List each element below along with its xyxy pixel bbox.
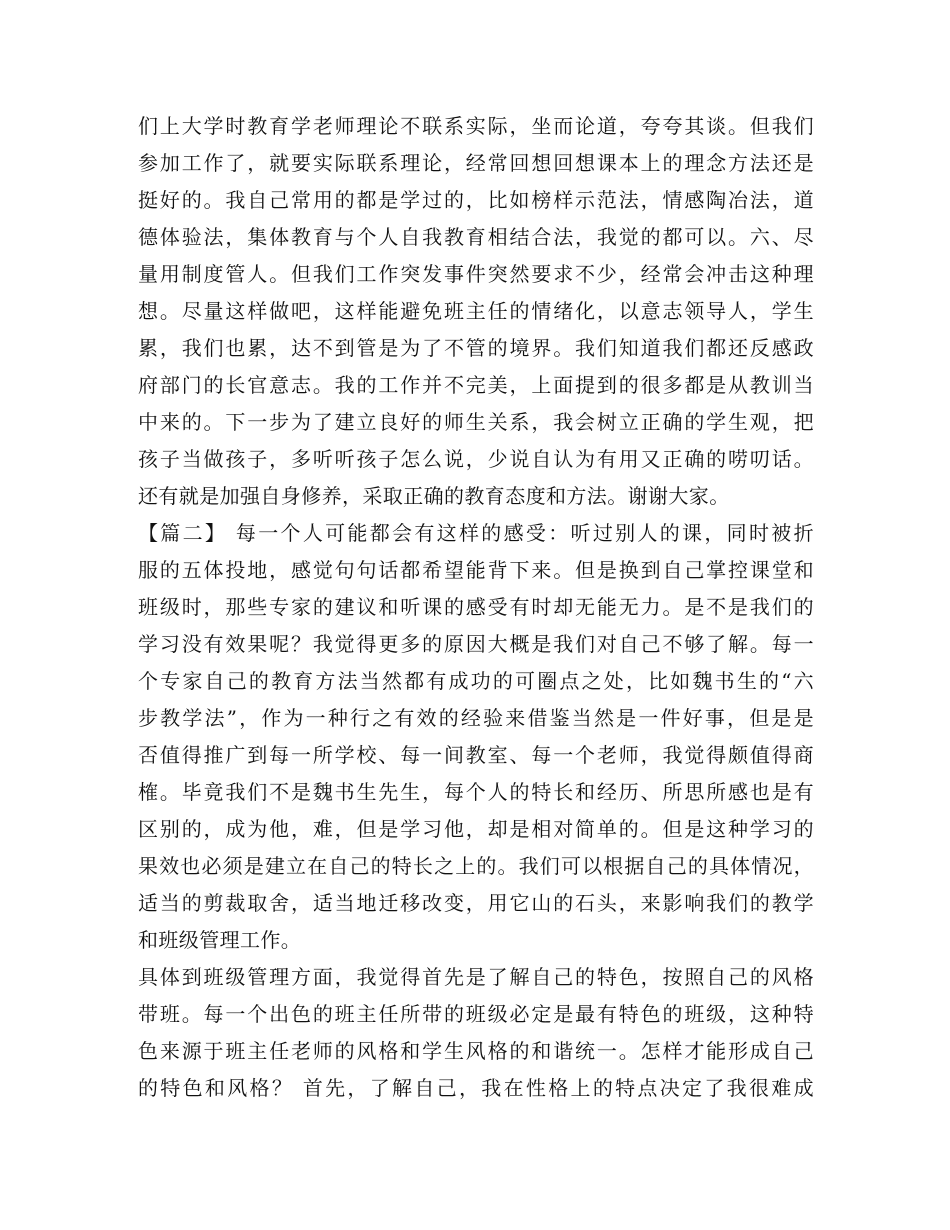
text-line: 孩子当做孩子，多听听孩子怎么说，少说自认为有用又正确的唠叨话。 <box>138 447 814 471</box>
text-line: 的特色和风格？ 首先，了解自己，我在性格上的特点决定了我很难成 <box>138 1076 814 1100</box>
text-line: 德体验法，集体教育与个人自我教育相结合法，我觉的都可以。六、尽 <box>138 225 814 249</box>
text-line: 参加工作了，就要实际联系理论，经常回想回想课本上的理念方法还是 <box>138 151 814 175</box>
text-line: 服的五体投地，感觉句句话都希望能背下来。但是换到自己掌控课堂和 <box>138 558 814 582</box>
text-line: 中来的。下一步为了建立良好的师生关系，我会树立正确的学生观，把 <box>138 410 814 434</box>
text-line: 挺好的。我自己常用的都是学过的，比如榜样示范法，情感陶冶法，道 <box>138 188 814 212</box>
text-line: 量用制度管人。但我们工作突发事件突然要求不少，经常会冲击这种理 <box>138 262 814 286</box>
text-line: 和班级管理工作。 <box>138 928 302 952</box>
text-line: 榷。毕竟我们不是魏书生先生，每个人的特长和经历、所思所感也是有 <box>138 780 814 804</box>
text-line: 累，我们也累，达不到管是为了不管的境界。我们知道我们都还反感政 <box>138 336 814 360</box>
text-line: 们上大学时教育学老师理论不联系实际，坐而论道，夸夸其谈。但我们 <box>138 114 814 138</box>
text-line: 带班。每一个出色的班主任所带的班级必定是最有特色的班级，这种特 <box>138 1002 814 1026</box>
text-line: 区别的，成为他，难，但是学习他，却是相对简单的。但是这种学习的 <box>138 817 814 841</box>
text-line: 否值得推广到每一所学校、每一间教室、每一个老师，我觉得颇值得商 <box>138 743 814 767</box>
text-line: 步教学法”，作为一种行之有效的经验来借鉴当然是一件好事，但是是 <box>138 706 814 730</box>
text-line: 果效也必须是建立在自己的特长之上的。我们可以根据自己的具体情况， <box>138 854 814 878</box>
text-line: 色来源于班主任老师的风格和学生风格的和谐统一。怎样才能形成自己 <box>138 1039 814 1063</box>
text-line: 适当的剪裁取舍，适当地迁移改变，用它山的石头，来影响我们的教学 <box>138 891 814 915</box>
text-line: 还有就是加强自身修养，采取正确的教育态度和方法。谢谢大家。 <box>138 484 730 508</box>
body-text <box>138 108 814 1107</box>
text-line: 具体到班级管理方面，我觉得首先是了解自己的特色，按照自己的风格 <box>138 965 814 989</box>
section-heading-line: 【篇二】 每一个人可能都会有这样的感受：听过别人的课，同时被折 <box>138 521 814 545</box>
text-line: 个专家自己的教育方法当然都有成功的可圈点之处，比如魏书生的“六 <box>138 669 814 693</box>
text-line: 学习没有效果呢？我觉得更多的原因大概是我们对自己不够了解。每一 <box>138 632 814 656</box>
text-line: 班级时，那些专家的建议和听课的感受有时却无能无力。是不是我们的 <box>138 595 814 619</box>
text-line: 府部门的长官意志。我的工作并不完美，上面提到的很多都是从教训当 <box>138 373 814 397</box>
text-line: 想。尽量这样做吧，这样能避免班主任的情绪化，以意志领导人，学生 <box>138 299 814 323</box>
